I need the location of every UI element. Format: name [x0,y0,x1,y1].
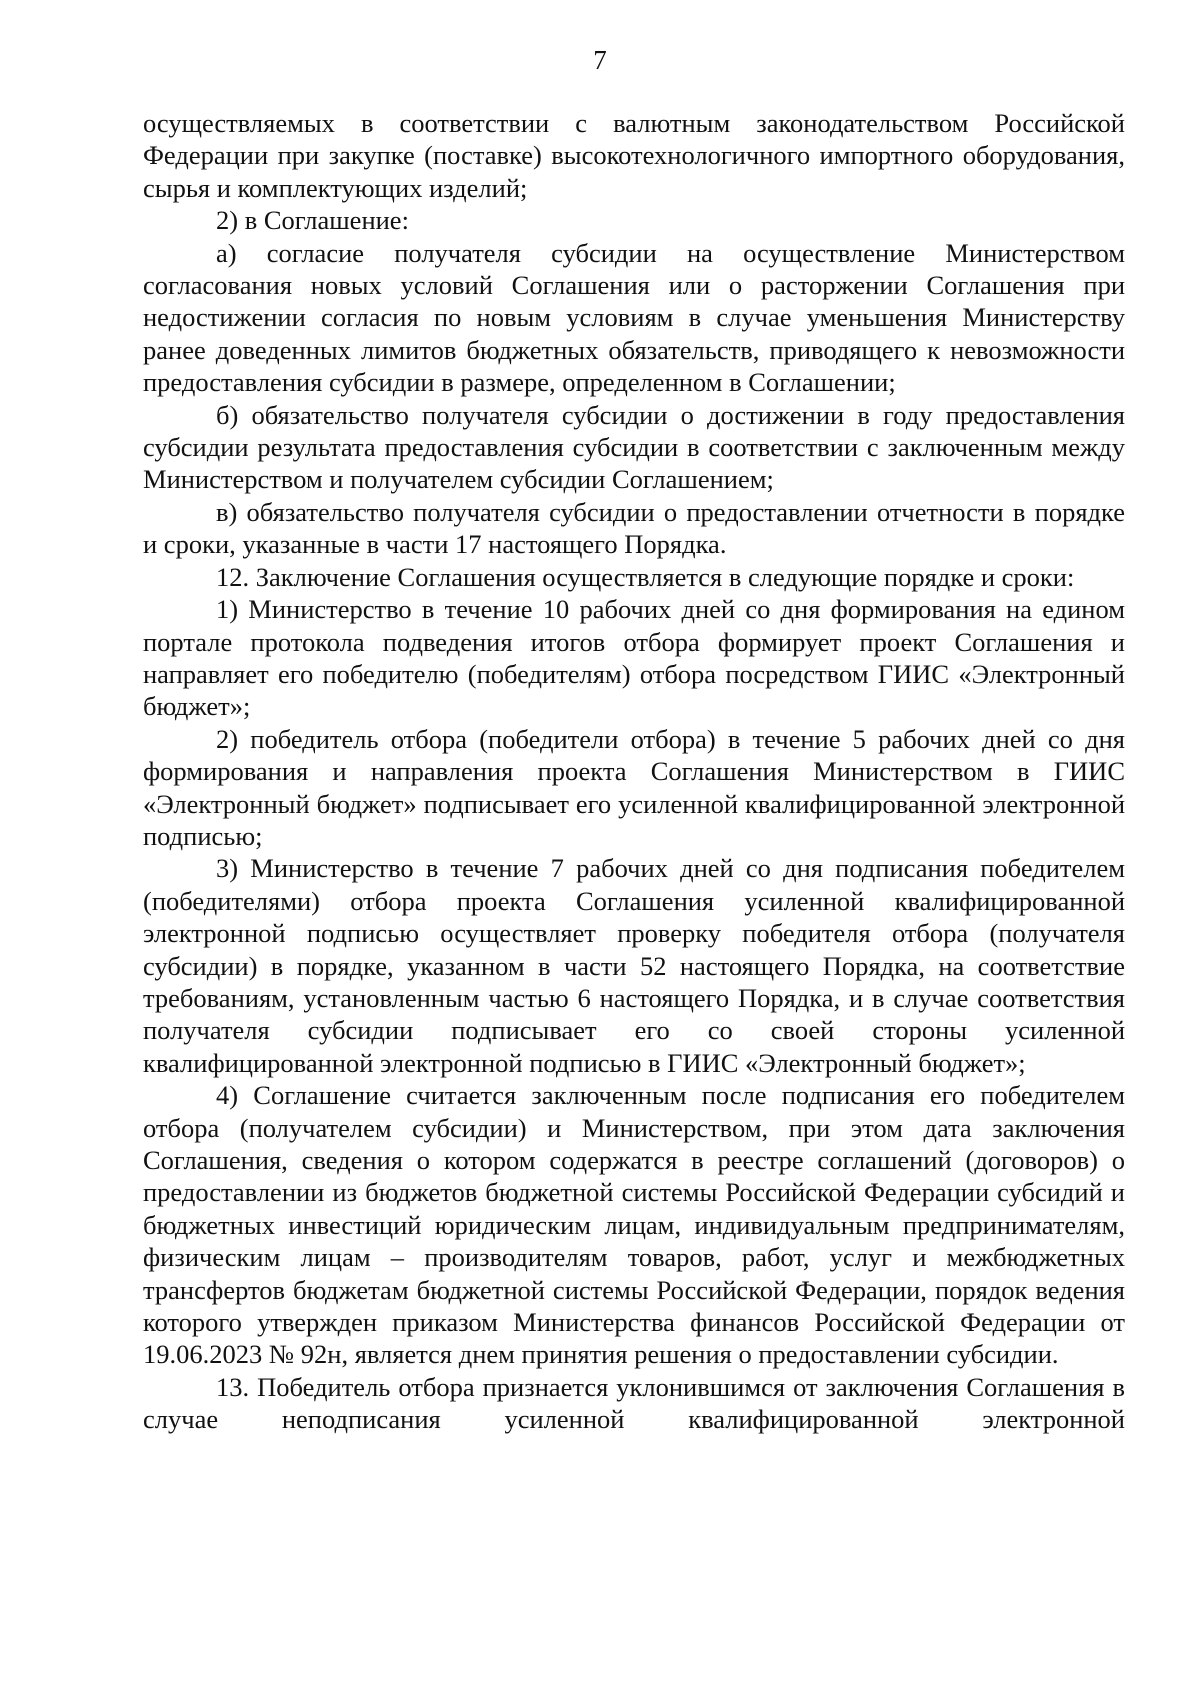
paragraph-12-item-2: 2) победитель отбора (победители отбора) в течение 5 рабочих дней со дня формирования и направления проекта Соглашения Министерством в ГИИС «Электронный бюджет» подписывает его усиленной квалифицированной электронной подписью; [143,723,1125,851]
paragraph-subitem-v: в) обязательство получателя субсидии о предоставлении отчетности в порядке и сроки, указанные в части 17 настоящего Порядка. [143,496,1125,560]
paragraph-subitem-a: а) согласие получателя субсидии на осуществление Министерством согласования новых условий Соглашения или о расторжении Соглашения при недостижении согласия по новым условиям в случае уменьшения Министерству ранее доведенных лимитов бюджетных обязательств, приводящего к невозможности предоставления субсидии в размере, определенном в Соглашении; [143,237,1125,398]
paragraph-12-item-3: 3) Министерство в течение 7 рабочих дней со дня подписания победителем (победителями) отбора проекта Соглашения усиленной квалифицированной электронной подписью осуществляет проверку победителя отбора (получателя субсидии) в порядке, указанном в части 52 настоящего Порядка, на соответствие требованиям, установленным частью 6 настоящего Порядка, и в случае соответствия получателя субсидии подписывает его со своей стороны усиленной квалифицированной электронной подписью в ГИИС «Электронный бюджет»; [143,853,1125,1078]
paragraph-item-2: 2) в Соглашение: [216,205,409,236]
paragraph-section-12: 12. Заключение Соглашения осуществляется в следующие порядке и сроки: [216,561,1075,592]
document-body [143,107,1125,1436]
page-number: 7 [593,45,607,75]
paragraph-section-13: 13. Победитель отбора признается уклонившимся от заключения Соглашения в случае неподписания усиленной квалифицированной электронной [143,1371,1125,1435]
paragraph-12-item-4: 4) Соглашение считается заключенным после подписания его победителем отбора (получателем субсидии) и Министерством, при этом дата заключения Соглашения, сведения о котором содержатся в реестре соглашений (договоров) о предоставлении из бюджетов бюджетной системы Российской Федерации субсидий и бюджетных инвестиций юридическим лицам, индивидуальным предпринимателям, физическим лицам – производителям товаров, работ, услуг и межбюджетных трансфертов бюджетам бюджетной системы Российской Федерации, порядок ведения которого утвержден приказом Министерства финансов Российской Федерации от 19.06.2023 № 92н, является днем принятия решения о предоставлении субсидии. [143,1080,1125,1370]
paragraph-subitem-b: б) обязательство получателя субсидии о достижении в году предоставления субсидии результата предоставления субсидии в соответствии с заключенным между Министерством и получателем субсидии Соглашением; [143,399,1125,495]
paragraph-continuation: осуществляемых в соответствии с валютным законодательством Российской Федерации при закупке (поставке) высокотехнологичного импортного оборудования, сырья и комплектующих изделий; [143,108,1125,203]
paragraph-12-item-1: 1) Министерство в течение 10 рабочих дней со дня формирования на едином портале протокола подведения итогов отбора формирует проект Соглашения и направляет его победителю (победителям) отбора посредством ГИИС «Электронный бюджет»; [143,594,1125,722]
